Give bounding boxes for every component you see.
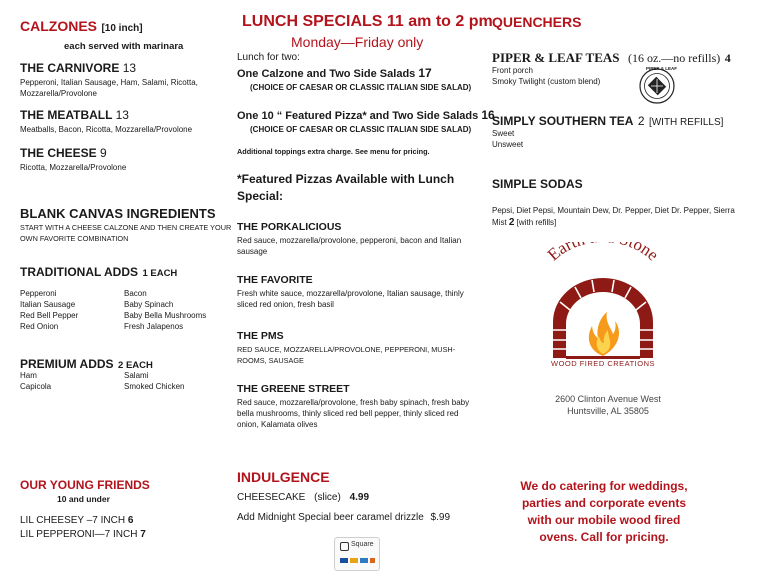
add-item: Italian Sausage — [20, 300, 76, 309]
piper-leaf-note: (16 oz.—no refills) — [627, 51, 721, 65]
lunch-for-two: Lunch for two: — [237, 52, 300, 63]
southern-tea-title: SIMPLY SOUTHERN TEA — [492, 114, 634, 128]
add-item: Pepperoni — [20, 289, 57, 298]
indulgence-heading: INDULGENCE — [237, 469, 330, 485]
pizza-name: THE PMS — [237, 330, 284, 342]
add-item: Smoked Chicken — [124, 382, 185, 391]
pizza-item — [237, 330, 477, 366]
lunch-offer-name: One Calzone and Two Side Salads — [237, 68, 416, 80]
calzone-item — [20, 108, 235, 135]
pizza-desc: RED SAUCE, MOZZARELLA/PROVOLONE, PEPPERONI, MUSH-ROOMS, SAUSAGE — [237, 345, 456, 365]
square-badge — [334, 537, 380, 571]
piper-leaf-title: PIPER & LEAF TEAS — [492, 50, 620, 65]
young-friend-price: 6 — [127, 515, 134, 526]
premium-adds-col1 — [20, 370, 51, 392]
blank-canvas-heading: BLANK CANVAS INGREDIENTS — [20, 206, 216, 221]
pizza-item — [237, 274, 469, 310]
card-amex-icon — [360, 558, 368, 563]
sodas-title: SIMPLE SODAS — [492, 177, 583, 191]
traditional-adds-col1 — [20, 288, 78, 332]
lunch-heading: LUNCH SPECIALS 11 am to 2 pm — [242, 13, 493, 30]
calzone-price: 13 — [115, 108, 129, 122]
caramel-addon-price: $.99 — [430, 512, 451, 523]
piper-leaf-logo-text: PIPER & LEAF — [646, 66, 678, 71]
tea-item: Unsweet — [492, 140, 524, 149]
brand-arc-text: Eart one — [543, 242, 663, 265]
traditional-adds-price: 1 EACH — [142, 268, 178, 279]
add-item: Baby Spinach — [124, 300, 174, 309]
lunch-offer-name: One 10 “ Featured Pizza* and Two Side Salads — [237, 110, 479, 122]
tea-item: Sweet — [492, 129, 515, 138]
sodas-block — [492, 205, 742, 229]
tea-item: Front porch — [492, 66, 533, 75]
pizza-item — [237, 383, 475, 430]
sodas-list: Pepsi, Diet Pepsi, Mountain Dew, Dr. Pepper, Diet Dr. Pepper, Sierra Mist — [492, 206, 735, 227]
calzone-desc: Ricotta, Mozzarella/Provolone — [20, 163, 127, 172]
southern-tea-note: [WITH REFILLS] — [648, 117, 724, 128]
southern-tea-title-line — [492, 112, 723, 130]
young-friend-name: LIL CHEESEY –7 INCH — [20, 515, 126, 526]
add-item: Ham — [20, 371, 37, 380]
catering-message — [500, 478, 708, 546]
calzone-name: THE MEATBALL — [20, 108, 113, 122]
traditional-adds-title: TRADITIONAL ADDS — [20, 265, 138, 279]
sodas-price: 2 — [508, 217, 515, 228]
add-item: Bacon — [124, 289, 147, 298]
pizza-item — [237, 221, 469, 257]
calzones-title: CALZONES — [20, 18, 97, 34]
pizza-desc: Red sauce, mozzarella/provolone, fresh baby spinach, fresh baby bella mushrooms, thinly sliced red bell pepper, thinly sliced red onion, Kalamata olives — [237, 398, 470, 429]
add-item: Baby Bella Mushrooms — [124, 311, 207, 320]
catering-line: ovens. Call for pricing. — [539, 530, 669, 544]
pizza-name: THE PORKALICIOUS — [237, 221, 342, 233]
address-line-2: Huntsville, AL 35805 — [567, 406, 649, 416]
young-friend-item — [20, 529, 146, 540]
calzone-desc: Meatballs, Bacon, Ricotta, Mozzarella/Provolone — [20, 125, 193, 134]
address-line-1: 2600 Clinton Avenue West — [555, 394, 661, 404]
young-friends-heading: OUR YOUNG FRIENDS — [20, 478, 150, 492]
calzone-name: THE CARNIVORE — [20, 61, 120, 75]
card-discover-icon — [370, 558, 375, 563]
premium-adds-title: PREMIUM ADDS — [20, 357, 114, 371]
add-item: Salami — [124, 371, 149, 380]
caramel-addon-line — [237, 512, 450, 523]
cheesecake-line — [237, 492, 369, 503]
lunch-offer-title — [237, 108, 495, 122]
lunch-offer-price: 17 — [418, 66, 432, 80]
calzone-desc: Pepperoni, Italian Sausage, Ham, Salami, Ricotta, Mozzarella/Provolone — [20, 78, 198, 98]
lunch-offer-title — [237, 66, 432, 80]
caramel-addon: Add Midnight Special beer caramel drizzle — [237, 512, 424, 523]
card-mastercard-icon — [350, 558, 358, 563]
blank-canvas-desc: START WITH A CHEESE CALZONE AND THEN CREATE YOUR OWN FAVORITE COMBINATION — [20, 223, 232, 243]
lunch-offer-note: (CHOICE OF CAESAR OR CLASSIC ITALIAN SIDE SALAD) — [250, 83, 472, 92]
featured-pizzas-heading: *Featured Pizzas Available with Lunch Special: — [237, 172, 455, 203]
catering-line: parties and corporate events — [521, 496, 687, 510]
pizza-desc: Fresh white sauce, mozzarella/provolone, Italian sausage, thinly sliced red onion, fresh basil — [237, 289, 464, 309]
cheesecake-name: CHEESECAKE — [237, 492, 306, 503]
lunch-offer-note: (CHOICE OF CAESAR OR CLASSIC ITALIAN SIDE SALAD) — [250, 125, 472, 134]
square-logo-icon — [340, 542, 349, 551]
piper-leaf-price: 4 — [724, 51, 731, 65]
card-visa-icon — [340, 558, 348, 563]
traditional-adds-col2 — [124, 288, 206, 332]
add-item: Fresh Jalapenos — [124, 322, 184, 331]
pizza-name: THE FAVORITE — [237, 274, 313, 286]
earth-stone-logo — [530, 242, 676, 372]
pizza-desc: Red sauce, mozzarella/provolone, pepperoni, bacon and Italian sausage — [237, 236, 462, 256]
brand-tagline: WOOD FIRED CREATIONS — [550, 359, 656, 368]
traditional-adds-heading — [20, 263, 177, 281]
calzone-name: THE CHEESE — [20, 146, 97, 160]
young-friends-subtitle: 10 and under — [57, 494, 110, 504]
brick-oven-graphic — [530, 242, 676, 372]
lunch-offer-price: 16 — [481, 108, 495, 122]
square-label: Square — [351, 541, 374, 548]
calzone-item — [20, 146, 220, 173]
cheesecake-price: 4.99 — [349, 492, 370, 503]
lunch-extra-note: Additional toppings extra charge. See menu for pricing. — [237, 147, 430, 156]
pizza-name: THE GREENE STREET — [237, 383, 350, 395]
sodas-note: [with refills] — [516, 218, 557, 227]
young-friend-item — [20, 515, 133, 526]
calzone-item — [20, 61, 220, 99]
southern-tea-items — [492, 128, 523, 150]
premium-adds-col2 — [124, 370, 184, 392]
southern-tea-price: 2 — [637, 114, 645, 128]
catering-line: with our mobile wood fired — [527, 513, 681, 527]
premium-adds-price: 2 EACH — [118, 360, 153, 371]
piper-leaf-items — [492, 65, 600, 87]
young-friend-price: 7 — [140, 529, 146, 540]
young-friend-name: LIL PEPPERONI—7 INCH — [20, 529, 138, 540]
piper-leaf-logo-graphic — [638, 67, 676, 105]
calzones-subtitle: each served with marinara — [64, 41, 184, 52]
add-item: Capicola — [20, 382, 52, 391]
tea-item: Smoky Twilight (custom blend) — [492, 77, 601, 86]
lunch-days: Monday—Friday only — [291, 34, 424, 50]
add-item: Red Onion — [20, 322, 59, 331]
piper-leaf-logo — [638, 67, 676, 105]
quenchers-heading: QUENCHERS — [492, 14, 582, 30]
calzones-heading — [20, 18, 143, 36]
calzone-price: 9 — [100, 146, 107, 160]
catering-line: We do catering for weddings, — [520, 479, 688, 493]
calzone-price: 13 — [122, 61, 137, 75]
calzones-size: [10 inch] — [101, 23, 143, 34]
add-item: Red Bell Pepper — [20, 311, 79, 320]
cheesecake-size: (slice) — [314, 492, 341, 503]
